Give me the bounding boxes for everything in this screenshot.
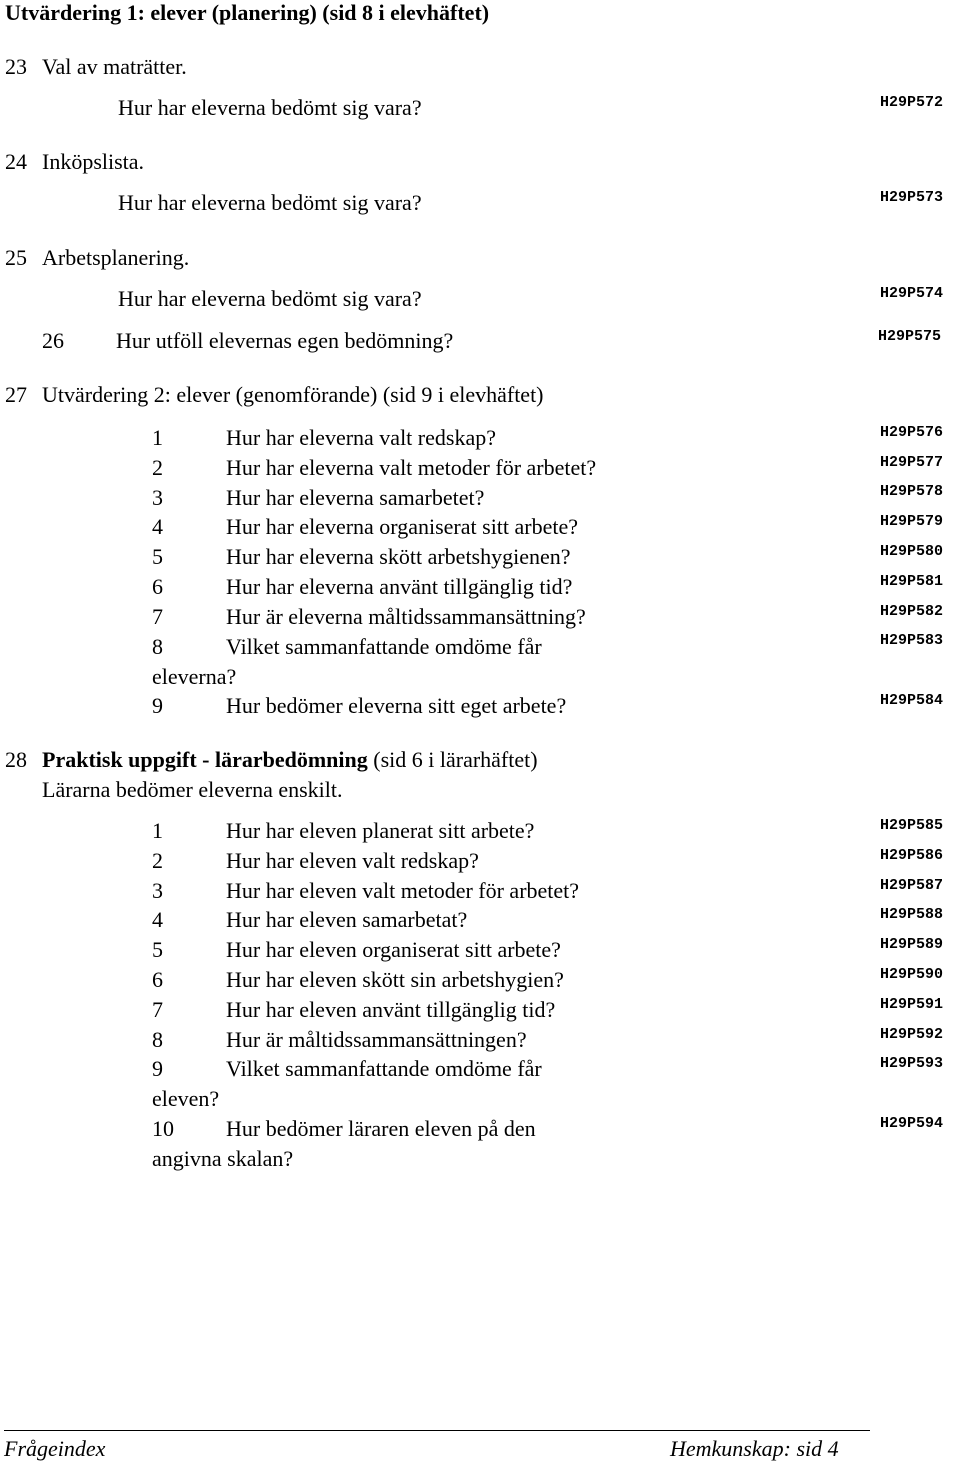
page-title: Utvärdering 1: elever (planering) (sid 8 i elevhäftet): [5, 0, 490, 25]
question-label: Utvärdering 2: elever (genomförande) (sid 9 i elevhäftet): [42, 382, 544, 407]
question-label: Val av maträtter.: [42, 54, 187, 79]
question-label: Inköpslista.: [42, 149, 145, 174]
variable-code: H29P573: [880, 189, 944, 206]
variable-code: H29P572: [880, 94, 944, 111]
sub-item-number: 3: [152, 485, 163, 510]
sub-item-number: 2: [152, 455, 163, 480]
sub-item-text: Hur är måltidssammansättningen?: [226, 1027, 527, 1052]
variable-code: H29P584: [880, 692, 944, 709]
sub-item-number: 6: [152, 574, 163, 599]
sub-item-number: 1: [152, 425, 163, 450]
question-label: [42, 746, 538, 774]
variable-code: H29P592: [880, 1026, 944, 1043]
sub-item-text: Hur har eleven organiserat sitt arbete?: [226, 937, 561, 962]
question-number: 25: [5, 245, 27, 270]
variable-code: H29P591: [880, 996, 944, 1013]
variable-code: H29P590: [880, 966, 944, 983]
sub-item-number: 5: [152, 937, 163, 962]
sub-item-number: 3: [152, 878, 163, 903]
question-number: 24: [5, 149, 27, 174]
variable-code: H29P582: [880, 603, 944, 620]
variable-code: H29P594: [880, 1115, 944, 1132]
question-label-bold: Praktisk uppgift - lärarbedömning: [42, 747, 368, 772]
sub-item-number: 4: [152, 907, 163, 932]
sub-item-text: Vilket sammanfattande omdöme får: [226, 634, 542, 659]
sub-item-text: Hur har eleverna valt redskap?: [226, 425, 496, 450]
sub-item-text: Hur har eleven planerat sitt arbete?: [226, 818, 535, 843]
sub-item-number: 9: [152, 1056, 163, 1081]
variable-code: H29P585: [880, 817, 944, 834]
footer-divider: [4, 1430, 870, 1431]
variable-code: H29P586: [880, 847, 944, 864]
sub-item-text: Hur har eleverna använt tillgänglig tid?: [226, 574, 573, 599]
sub-item-number: 6: [152, 967, 163, 992]
variable-code: H29P581: [880, 573, 944, 590]
question-sub: Hur har eleverna bedömt sig vara?: [118, 190, 422, 215]
sub-item-number: 8: [152, 634, 163, 659]
variable-code: H29P576: [880, 424, 944, 441]
question-sub: Hur har eleverna bedömt sig vara?: [118, 286, 422, 311]
sub-item-text-continued: eleverna?: [152, 664, 237, 689]
sub-item-text: Hur har eleven samarbetat?: [226, 907, 468, 932]
sub-item-number: 2: [152, 848, 163, 873]
sub-item-text: Hur har eleverna organiserat sitt arbete?: [226, 514, 579, 539]
sub-item-text: Hur har eleven skött sin arbetshygien?: [226, 967, 564, 992]
variable-code: H29P578: [880, 483, 944, 500]
variable-code: H29P575: [878, 328, 942, 345]
question-label: Hur utföll elevernas egen bedömning?: [116, 328, 454, 353]
question-number: 27: [5, 382, 27, 407]
question-number: 26: [42, 328, 64, 353]
variable-code: H29P580: [880, 543, 944, 560]
variable-code: H29P583: [880, 632, 944, 649]
question-number: 28: [5, 747, 27, 772]
sub-item-text: Hur har eleven valt metoder för arbetet?: [226, 878, 580, 903]
variable-code: H29P577: [880, 454, 944, 471]
sub-item-number: 1: [152, 818, 163, 843]
sub-item-number: 4: [152, 514, 163, 539]
sub-item-text: Hur har eleven valt redskap?: [226, 848, 479, 873]
question-number: 23: [5, 54, 27, 79]
variable-code: H29P574: [880, 285, 944, 302]
sub-item-number: 9: [152, 693, 163, 718]
sub-item-number: 7: [152, 997, 163, 1022]
variable-code: H29P587: [880, 877, 944, 894]
variable-code: H29P593: [880, 1055, 944, 1072]
variable-code: H29P579: [880, 513, 944, 530]
sub-item-number: 5: [152, 544, 163, 569]
sub-item-text: Hur har eleven använt tillgänglig tid?: [226, 997, 556, 1022]
sub-item-text: Hur bedömer läraren eleven på den: [226, 1116, 536, 1141]
variable-code: H29P588: [880, 906, 944, 923]
sub-item-text: Hur bedömer eleverna sitt eget arbete?: [226, 693, 567, 718]
footer-right: Hemkunskap: sid 4: [670, 1436, 839, 1461]
sub-item-text-continued: angivna skalan?: [152, 1146, 294, 1171]
sub-item-number: 7: [152, 604, 163, 629]
question-label: Arbetsplanering.: [42, 245, 190, 270]
sub-item-number: 10: [152, 1116, 174, 1141]
question-sub: Hur har eleverna bedömt sig vara?: [118, 95, 422, 120]
sub-item-number: 8: [152, 1027, 163, 1052]
question-label-rest: (sid 6 i lärarhäftet): [367, 747, 538, 772]
variable-code: H29P589: [880, 936, 944, 953]
sub-item-text: Vilket sammanfattande omdöme får: [226, 1056, 542, 1081]
sub-item-text: Hur är eleverna måltidssammansättning?: [226, 604, 586, 629]
sub-item-text: Hur har eleverna skött arbetshygienen?: [226, 544, 571, 569]
sub-item-text: Hur har eleverna valt metoder för arbetet?: [226, 455, 597, 480]
footer-left: Frågeindex: [4, 1436, 106, 1461]
question-sub: Lärarna bedömer eleverna enskilt.: [42, 777, 343, 802]
sub-item-text: Hur har eleverna samarbetet?: [226, 485, 485, 510]
sub-item-text-continued: eleven?: [152, 1086, 220, 1111]
